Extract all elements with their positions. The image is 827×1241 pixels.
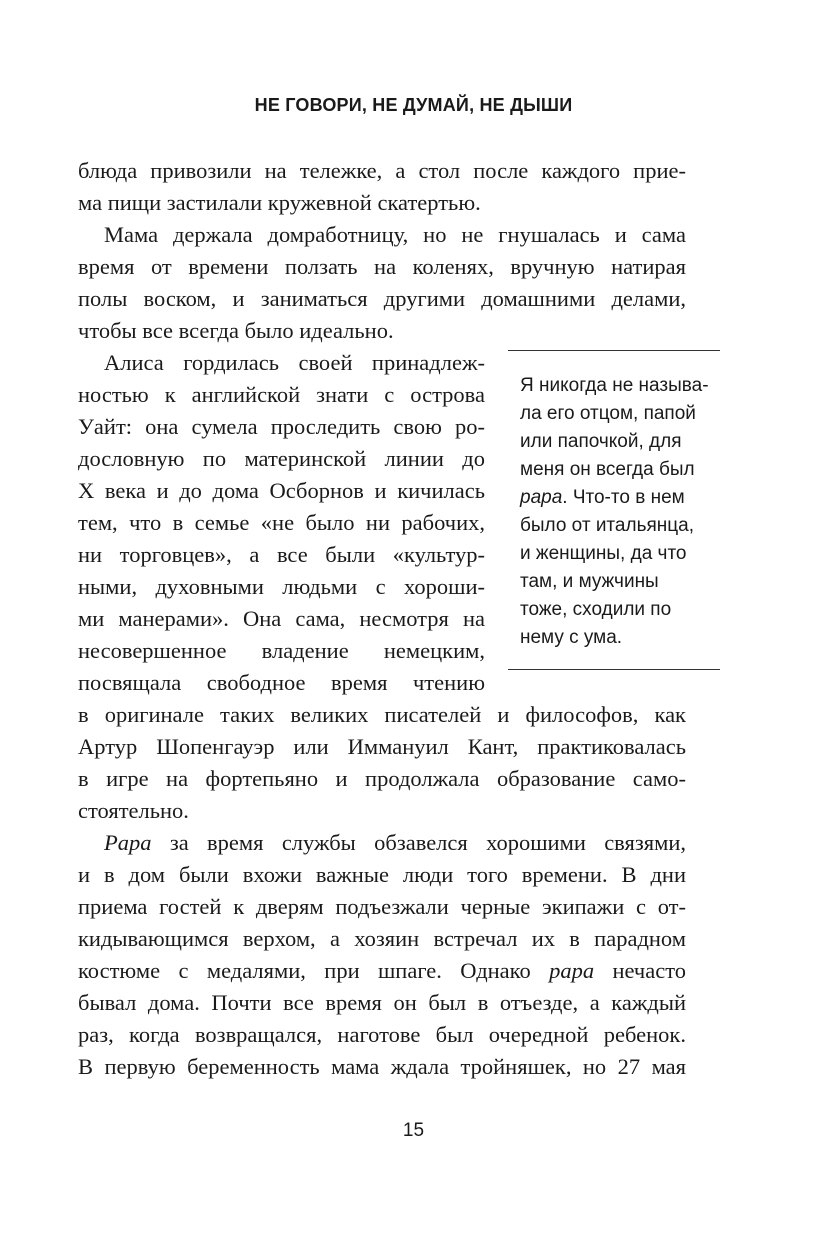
- text-span: нечасто: [594, 958, 686, 983]
- sidebar-line: нему с ума.: [520, 627, 623, 648]
- text-line: тем, что в семье «не было ни рабочих,: [78, 510, 485, 535]
- text-line: дословную по материнской линии до: [78, 446, 485, 471]
- text-line: приема гостей к дверям подъезжали черные экипажи с от-: [78, 894, 686, 919]
- text-line: блюда привозили на тележке, а стол после каждого прие-: [78, 158, 686, 183]
- text-line: В первую беременность мама ждала тройняшек, но 27 мая: [78, 1054, 686, 1079]
- text-line: стоятельно.: [78, 798, 189, 823]
- text-line: полы воском, и заниматься другими домашними делами,: [78, 286, 686, 311]
- text-line: чтобы все всегда было идеально.: [78, 318, 394, 343]
- text-line: Уайт: она сумела проследить свою ро-: [78, 414, 485, 439]
- text-line: в игре на фортепьяно и продолжала образование само-: [78, 766, 686, 791]
- sidebar-bottom-rule: [508, 669, 720, 670]
- sidebar-line: Я никогда не называ-: [520, 375, 709, 396]
- italic-word: papa: [520, 487, 563, 508]
- italic-word: papa: [549, 958, 595, 983]
- sidebar-top-rule: [508, 350, 720, 351]
- text-line: [104, 827, 686, 859]
- text-line: Мама держала домработницу, но не гнушалась и сама: [104, 222, 686, 247]
- text-line: ми манерами». Она сама, несмотря на: [78, 606, 485, 631]
- text-line: ма пищи застилали кружевной скатертью.: [78, 190, 481, 215]
- sidebar-line: или папочкой, для: [520, 431, 682, 452]
- text-line: и в дом были вхожи важные люди того времени. В дни: [78, 862, 686, 887]
- text-line: посвящала свободное время чтению: [78, 670, 485, 695]
- text-line: ными, духовными людьми с хороши-: [78, 574, 485, 599]
- text-line: кидывающимся верхом, а хозяин встречал их в парадном: [78, 926, 686, 951]
- text-line: ностью к английской знати с острова: [78, 382, 485, 407]
- text-line: в оригинале таких великих писателей и философов, как: [78, 702, 686, 727]
- text-line: ни торговцев», а все были «культур-: [78, 542, 485, 567]
- sidebar-line: меня он всегда был: [520, 459, 695, 480]
- text-line: Алиса гордилась своей принадлеж-: [104, 350, 485, 375]
- sidebar-line: там, и мужчины: [520, 571, 659, 592]
- text-line: бывал дома. Почти все время он был в отъезде, а каждый: [78, 990, 686, 1015]
- running-header: НЕ ГОВОРИ, НЕ ДУМАЙ, НЕ ДЫШИ: [254, 95, 573, 115]
- text-line: X века и до дома Осборнов и кичилась: [78, 478, 485, 503]
- sidebar-line: тоже, сходили по: [520, 599, 672, 620]
- text-span: костюме с медалями, при шпаге. Однако: [78, 958, 550, 983]
- text-span: . Что-то в нем: [562, 487, 685, 508]
- sidebar-line: [520, 484, 685, 512]
- page-number: 15: [402, 1120, 425, 1141]
- text-line: несовершенное владение немецким,: [78, 638, 485, 663]
- text-span: за время службы обзавелся хорошими связями,: [151, 830, 686, 855]
- text-line: [78, 955, 686, 987]
- text-line: Артур Шопенгауэр или Иммануил Кант, практиковалась: [78, 734, 686, 759]
- sidebar-line: и женщины, да что: [520, 543, 687, 564]
- sidebar-line: было от итальянца,: [520, 515, 694, 536]
- text-line: раз, когда возвращался, наготове был очередной ребенок.: [78, 1022, 686, 1047]
- sidebar-line: ла его отцом, папой: [520, 403, 696, 424]
- italic-word: Papa: [104, 830, 152, 855]
- text-line: время от времени ползать на коленях, вручную натирая: [78, 254, 686, 279]
